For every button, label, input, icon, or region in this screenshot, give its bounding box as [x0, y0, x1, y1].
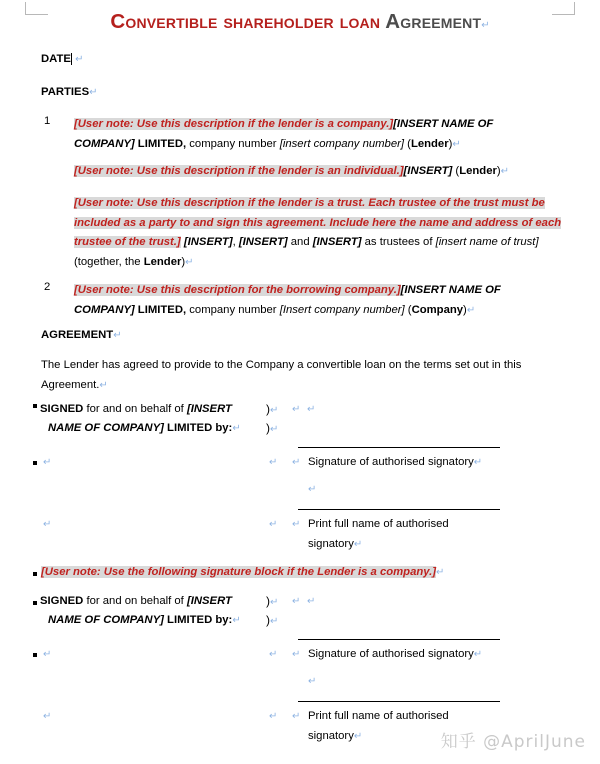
party-role-close: ): [181, 255, 186, 268]
agreement-body-text: The Lender has agreed to provide to the Company a convertible loan on the terms set out in this Agreement.: [41, 359, 522, 391]
pilcrow-icon: ↵: [75, 54, 84, 65]
user-note: [User note: Use this description if the lender is a trust. Each trustee of the trust must be included as a party to and sign this agreement. Include here the name and address of each trustee of the trust.]: [74, 197, 562, 248]
signed-label: SIGNED: [40, 403, 84, 415]
party-role-lender: Lender: [459, 165, 497, 177]
trust-together-label: (together, the: [74, 255, 144, 268]
pilcrow-icon: ↵: [307, 404, 316, 415]
trustee-separator-1: ,: [232, 236, 239, 248]
signed-insert-name-part2: NAME OF COMPANY]: [48, 422, 164, 434]
paragraph-bullet: [33, 404, 37, 408]
signed-insert-name-part1: [INSERT: [186, 595, 232, 607]
party-item-trust: [74, 194, 562, 272]
pilcrow-icon: ↵: [466, 304, 476, 316]
pilcrow-icon: ↵: [308, 484, 317, 495]
pilcrow-icon: ↵: [353, 730, 363, 742]
agreement-heading: [41, 326, 122, 346]
paren-glyph: ): [266, 594, 270, 608]
pilcrow-icon: ↵: [270, 597, 279, 608]
print-name-caption: [308, 707, 458, 746]
pilcrow-icon: ↵: [292, 404, 301, 415]
paragraph-bullet: [33, 572, 37, 576]
signature-paren-2: [266, 419, 278, 440]
paren-glyph: ): [266, 613, 270, 627]
party-company-number-field: [insert company number]: [279, 137, 405, 150]
trustee-separator-2: and: [287, 236, 313, 248]
party-insert-name: [INSERT]: [403, 165, 453, 177]
signature-paren-1: [266, 592, 278, 613]
party-insert-name: [INSERT NAME OF COMPANY]: [74, 284, 501, 316]
party-company-number-label: company number: [186, 137, 280, 150]
agreement-body: [41, 356, 541, 395]
signed-label: SIGNED: [40, 595, 84, 607]
party-number-1: 1: [44, 115, 51, 127]
pilcrow-icon: ↵: [43, 519, 52, 530]
paragraph-bullet: [33, 601, 37, 605]
pilcrow-icon: ↵: [185, 256, 194, 268]
pilcrow-icon: ↵: [292, 519, 301, 530]
signature-paren-1: [266, 400, 278, 421]
party-role-open: (: [404, 303, 412, 316]
signature-signed-line-1: [40, 400, 255, 420]
title-red-part: Convertible shareholder loan: [110, 10, 386, 33]
user-note: [User note: Use this description if the lender is a company.]: [74, 118, 394, 130]
print-name-rule: [298, 701, 500, 702]
paren-glyph: ): [266, 421, 270, 435]
watermark: 知乎 @AprilJune: [440, 732, 586, 752]
signed-limited-by: LIMITED by:: [163, 614, 233, 626]
party-company-number-label: company number: [186, 303, 280, 316]
signature-user-note: [41, 563, 541, 583]
party-company-number-field: [Insert company number]: [279, 303, 405, 316]
pilcrow-icon: ↵: [307, 596, 316, 607]
pilcrow-icon: ↵: [270, 405, 279, 416]
trustees-of-label: as trustees of: [361, 236, 436, 248]
party-item-borrower: [74, 281, 524, 320]
pilcrow-icon: ↵: [500, 166, 510, 177]
paragraph-bullet: [33, 653, 37, 657]
pilcrow-icon: ↵: [232, 423, 241, 434]
pilcrow-icon: ↵: [269, 649, 278, 660]
trust-name-field: [insert name of trust]: [435, 236, 539, 248]
party-number-2: 2: [44, 281, 51, 293]
signed-text: for and on behalf of: [83, 403, 187, 415]
signature-signed-line-2: [48, 611, 263, 631]
party-role-company: Company: [411, 303, 464, 316]
pilcrow-icon: ↵: [292, 649, 301, 660]
signed-text: for and on behalf of: [83, 595, 187, 607]
print-name-caption-text: Print full name of authorised signatory: [308, 710, 449, 742]
signature-rule: [298, 447, 500, 448]
title-gray-part: Agreement: [385, 10, 482, 33]
user-note: [User note: Use the following signature block if the Lender is a company.]: [41, 566, 437, 578]
signature-caption: [308, 645, 518, 665]
party-item-company: [74, 115, 524, 154]
date-heading: [41, 50, 83, 70]
party-role-lender: Lender: [143, 255, 182, 268]
pilcrow-icon: ↵: [436, 567, 445, 578]
pilcrow-icon: ↵: [269, 457, 278, 468]
signature-paren-2: [266, 611, 278, 632]
pilcrow-icon: ↵: [270, 424, 279, 435]
party-role-close: ): [496, 165, 501, 177]
pilcrow-icon: ↵: [308, 676, 317, 687]
signed-limited-by: LIMITED by:: [163, 422, 233, 434]
party-role-lender: Lender: [410, 137, 449, 150]
pilcrow-icon: ↵: [481, 20, 490, 31]
party-item-individual: [74, 162, 534, 182]
trustee-3: [INSERT]: [312, 236, 362, 248]
signature-caption-text: Signature of authorised signatory: [308, 648, 474, 660]
pilcrow-icon: ↵: [353, 538, 363, 550]
pilcrow-icon: ↵: [99, 379, 108, 391]
date-heading-label: DATE: [41, 53, 71, 65]
signature-signed-line-2: [48, 419, 263, 439]
party-limited: LIMITED,: [134, 137, 187, 150]
trustee-1: [INSERT]: [183, 236, 233, 248]
trustee-2: [INSERT]: [238, 236, 288, 248]
user-note: [User note: Use this description if the lender is an individual.]: [74, 165, 404, 177]
party-insert-name: [INSERT NAME OF COMPANY]: [74, 118, 494, 150]
parties-heading-label: PARTIES: [41, 86, 90, 98]
party-role-open: (: [404, 137, 411, 150]
signed-insert-name-part2: NAME OF COMPANY]: [48, 614, 164, 626]
pilcrow-icon: ↵: [232, 615, 241, 626]
pilcrow-icon: ↵: [270, 616, 279, 627]
pilcrow-icon: ↵: [292, 596, 301, 607]
print-name-caption-text: Print full name of authorised signatory: [308, 518, 449, 550]
paragraph-bullet: [33, 461, 37, 465]
party-role-open: (: [452, 165, 460, 177]
signed-insert-name-part1: [INSERT: [186, 403, 232, 415]
party-role-close: ): [448, 137, 453, 150]
user-note: [User note: Use this description for the borrowing company.]: [74, 284, 401, 296]
party-limited: LIMITED,: [134, 303, 187, 316]
signature-caption-text: Signature of authorised signatory: [308, 456, 474, 468]
paren-glyph: ): [266, 402, 270, 416]
parties-heading: [41, 83, 98, 103]
pilcrow-icon: ↵: [89, 87, 98, 98]
signature-signed-line-1: [40, 592, 255, 612]
pilcrow-icon: ↵: [292, 457, 301, 468]
pilcrow-icon: ↵: [473, 457, 483, 468]
print-name-caption: [308, 515, 458, 554]
signature-caption: [308, 453, 518, 473]
pilcrow-icon: ↵: [452, 138, 461, 150]
party-role-close: ): [463, 303, 467, 316]
signature-rule: [298, 639, 500, 640]
pilcrow-icon: ↵: [43, 711, 52, 722]
print-name-rule: [298, 509, 500, 510]
page-title: [0, 10, 600, 34]
pilcrow-icon: ↵: [113, 330, 122, 341]
pilcrow-icon: ↵: [43, 457, 52, 468]
pilcrow-icon: ↵: [269, 519, 278, 530]
pilcrow-icon: ↵: [473, 649, 483, 660]
pilcrow-icon: ↵: [292, 711, 301, 722]
pilcrow-icon: ↵: [43, 649, 52, 660]
agreement-heading-label: AGREEMENT: [41, 329, 114, 341]
pilcrow-icon: ↵: [269, 711, 278, 722]
